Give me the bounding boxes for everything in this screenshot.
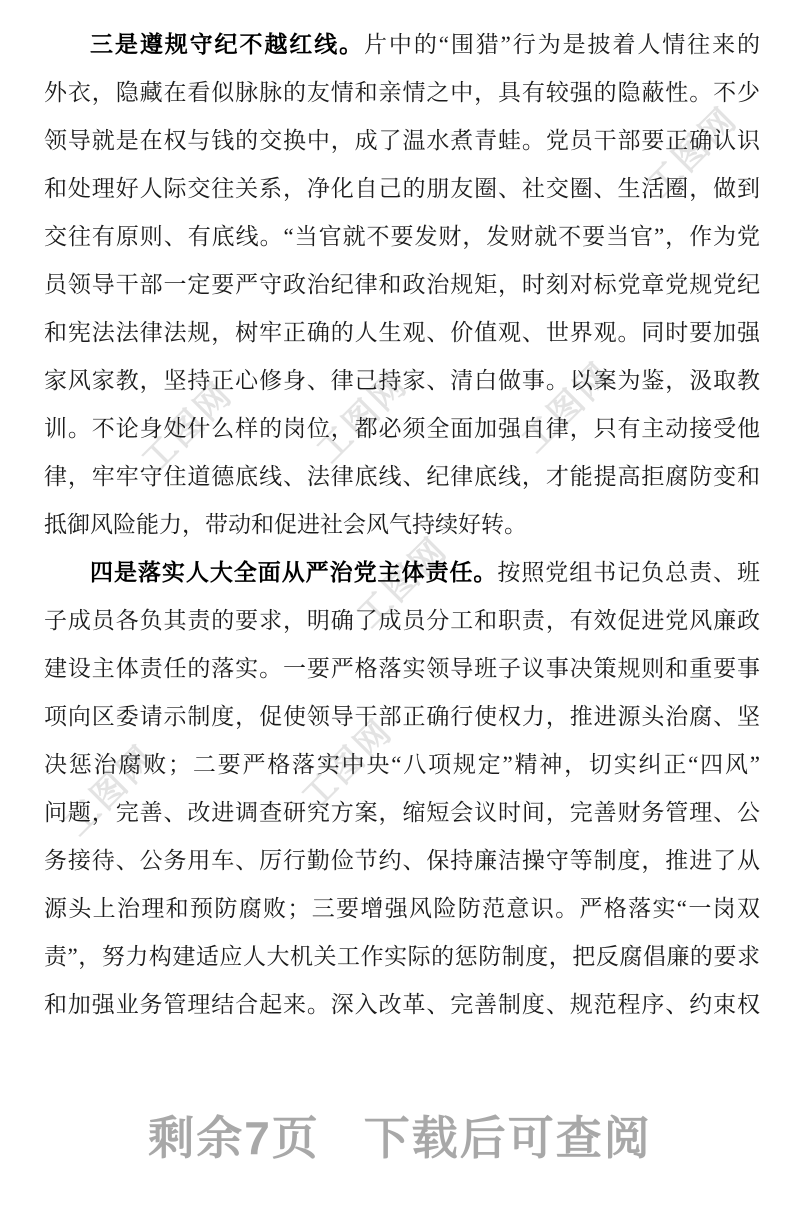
text-line [44,357,760,405]
text-line [44,453,760,501]
line-text: 项向区委请示制度，促使领导干部正确行使权力，推进源头治腐、坚 [44,704,760,729]
text-line [44,309,760,357]
preview-footer [0,1102,800,1168]
text-line [44,837,760,885]
text-line [44,501,760,549]
watermark-text: 工图网 [58,738,164,844]
line-text: 责”，努力构建适应人大机关工作实际的惩防制度，把反腐倡廉的要求 [44,944,760,969]
watermark-text: 工图网 [640,100,746,206]
text-line [44,21,760,69]
text-line [44,933,760,981]
line-text: 子成员各负其责的要求，明确了成员分工和职责，有效促进党风廉政 [44,608,760,633]
line-text: 和宪法法律法规，树牢正确的人生观、价值观、世界观。同时要加强 [44,320,760,345]
text-line [44,69,760,117]
line-text: 务接待、公务用车、厉行勤俭节约、保持廉洁操守等制度，推进了从 [44,848,760,873]
text-line [44,597,760,645]
line-text: 员领导干部一定要严守政治纪律和政治规矩，时刻对标党章党规党纪 [44,272,760,297]
line-text: 和加强业务管理结合起来。深入改革、完善制度、规范程序、约束权 [44,992,760,1017]
line-text: 训。不论身处什么样的岗位，都必须全面加强自律，只有主动接受他 [44,416,760,441]
document-body [44,21,760,1029]
download-notice-label: 下载后可查阅 [363,1112,652,1164]
text-line [44,549,760,597]
watermark-text: 工图网 [135,375,241,481]
watermark-text: 工图网 [310,365,416,471]
paragraph-lead-bold: 四是落实人大全面从严治党主体责任。 [90,560,498,585]
text-line [44,981,760,1029]
text-line [44,885,760,933]
line-text: 抵御风险能力，带动和促进社会风气持续好转。 [44,512,527,537]
line-text: 外衣，隐藏在看似脉脉的友情和亲情之中，具有较强的隐蔽性。不少 [44,80,760,105]
watermark-text: 工图网 [515,355,621,461]
text-line [44,213,760,261]
line-text: 决惩治腐败；二要严格落实中央“八项规定”精神，切实纠正“四风” [44,752,760,777]
line-text: 源头上治理和预防腐败；三要增强风险防范意识。严格落实“一岗双 [44,896,760,921]
line-text: 交往有原则、有底线。“当官就不要发财，发财就不要当官”，作为党 [44,224,760,249]
text-line [44,165,760,213]
line-text: 问题，完善、改进调查研究方案，缩短会议时间，完善财务管理、公 [44,800,760,825]
text-line [44,261,760,309]
text-line [44,645,760,693]
text-line [44,789,760,837]
text-line [44,117,760,165]
pages-remaining-label: 剩余7页 [148,1112,320,1164]
line-text: 片中的“围猎”行为是披着人情往来的 [364,32,760,57]
text-line [44,741,760,789]
line-text: 家风家教，坚持正心修身、律己持家、清白做事。以案为鉴，汲取教 [44,368,760,393]
line-text: 律，牢牢守住道德底线、法律底线、纪律底线，才能提高拒腐防变和 [44,464,760,489]
watermark-text: 工图网 [350,530,456,636]
text-line [44,693,760,741]
line-text: 领导就是在权与钱的交换中，成了温水煮青蛙。党员干部要正确认识 [44,128,760,153]
text-line [44,405,760,453]
paragraph-lead-bold: 三是遵规守纪不越红线。 [90,32,365,57]
line-text: 按照党组书记负总责、班 [497,560,761,585]
watermark-text: 工图网 [295,712,401,818]
line-text: 和处理好人际交往关系，净化自己的朋友圈、社交圈、生活圈，做到 [44,176,760,201]
line-text: 建设主体责任的落实。一要严格落实领导班子议事决策规则和重要事 [44,656,760,681]
